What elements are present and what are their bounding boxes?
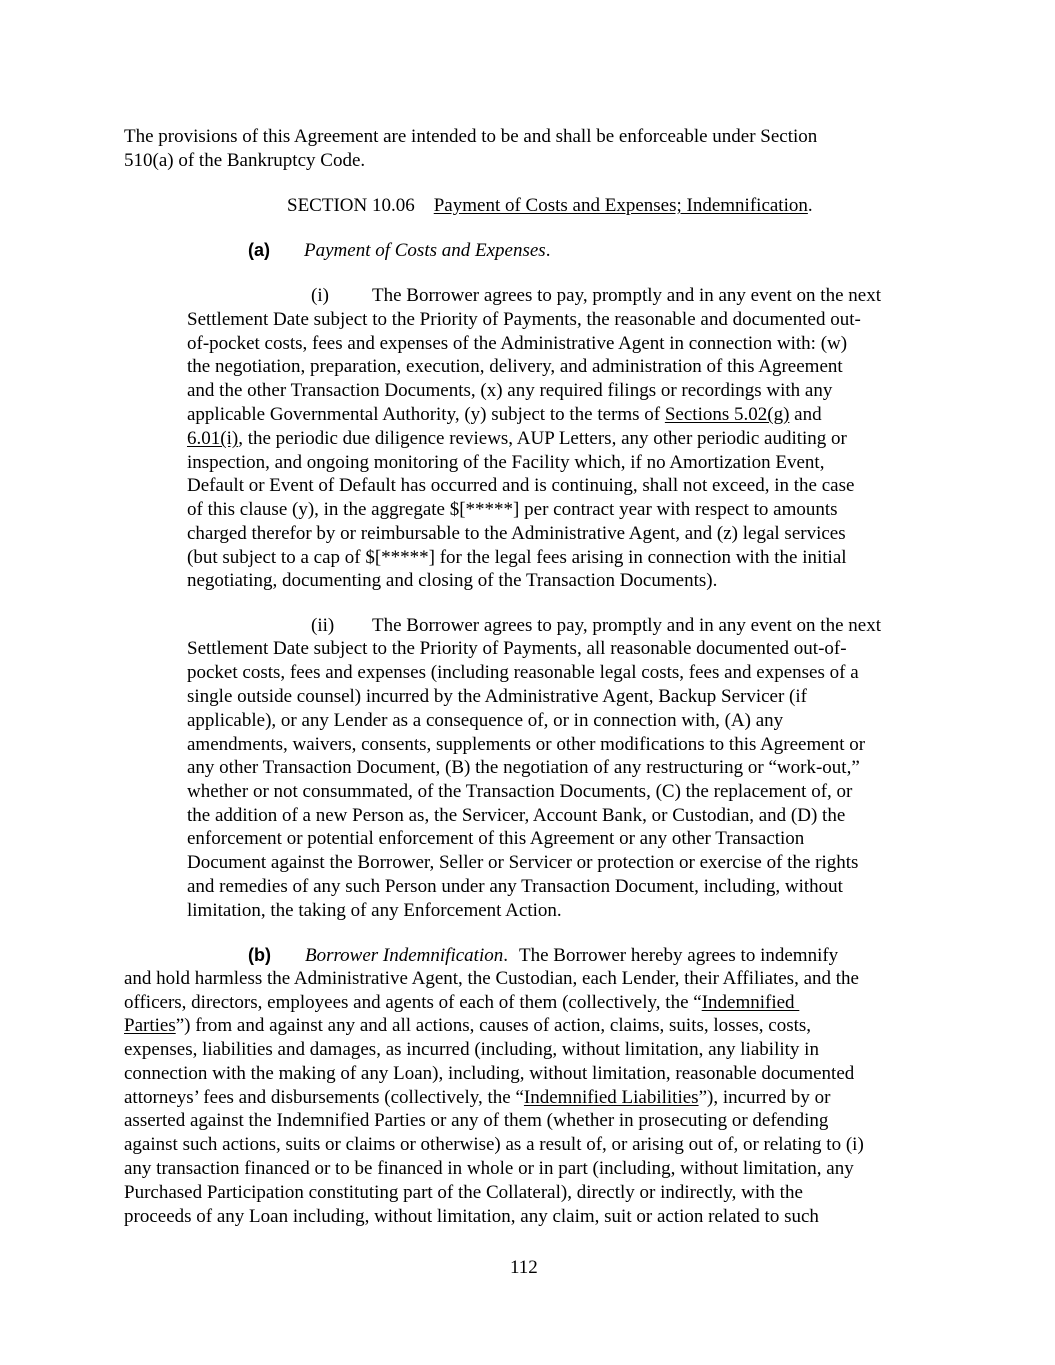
clause-ii-line: The Borrower agrees to pay, promptly and in any event on the next — [372, 615, 881, 636]
clause-i-line: The Borrower agrees to pay, promptly and in any event on the next — [372, 285, 881, 306]
clause-i-line: (but subject to a cap of $[*****] for the legal fees arising in connection with the initial — [187, 547, 847, 568]
defined-term: Indemnified — [701, 992, 800, 1013]
section-title-period: . — [807, 195, 813, 216]
subsection-b-line — [124, 1014, 811, 1038]
clause-i-text: , the periodic due diligence reviews, AUP Letters, any other periodic auditing or — [238, 428, 847, 449]
clause-i-marker: (i) — [311, 285, 329, 306]
clause-ii-line: pocket costs, fees and expenses (including reasonable legal costs, fees and expenses of a — [187, 662, 859, 683]
subsection-b-heading — [248, 943, 838, 968]
subsection-b-period: . — [503, 945, 508, 966]
section-heading — [287, 194, 813, 218]
clause-i-text: applicable Governmental Authority, (y) subject to the terms of — [187, 404, 665, 425]
subsection-b-line — [124, 991, 799, 1015]
subsection-b-text: officers, directors, employees and agents of each of them (collectively, the “ — [124, 992, 702, 1013]
defined-term: Parties — [124, 1015, 176, 1036]
clause-ii-line: whether or not consummated, of the Transaction Documents, (C) the replacement of, or — [187, 781, 853, 802]
clause-i-line: charged therefor by or reimbursable to the Administrative Agent, and (z) legal services — [187, 523, 846, 544]
subsection-b-text: attorneys’ fees and disbursements (collectively, the “ — [124, 1087, 524, 1108]
subsection-b-text: The Borrower hereby agrees to indemnify — [518, 945, 839, 966]
page-number: 112 — [510, 1257, 538, 1278]
clause-i-line — [187, 403, 822, 427]
section-number: SECTION 10.06 — [287, 195, 415, 216]
clause-ii-line: limitation, the taking of any Enforcement Action. — [187, 900, 562, 921]
clause-ii-line: enforcement or potential enforcement of this Agreement or any other Transaction — [187, 828, 805, 849]
clause-i-line — [187, 427, 847, 451]
subsection-b-text: ”) from and against any and all actions, causes of action, claims, suits, losses, costs, — [175, 1015, 812, 1036]
subsection-b-line: Purchased Participation constituting part of the Collateral), directly or indirectly, with the — [124, 1182, 803, 1203]
clause-ii-line: the addition of a new Person as, the Servicer, Account Bank, or Custodian, and (D) the — [187, 805, 846, 826]
defined-term: Indemnified Liabilities — [523, 1087, 699, 1108]
clause-ii-line: amendments, waivers, consents, supplements or other modifications to this Agreement or — [187, 734, 866, 755]
subsection-b-line: connection with the making of any Loan), including, without limitation, reasonable documented — [124, 1063, 855, 1084]
clause-ii-marker: (ii) — [311, 615, 335, 636]
intro-line: The provisions of this Agreement are intended to be and shall be enforceable under Section — [124, 126, 818, 147]
clause-ii-line: any other Transaction Document, (B) the negotiation of any restructuring or “work-out,” — [187, 757, 860, 778]
intro-line: 510(a) of the Bankruptcy Code. — [124, 150, 366, 171]
subsection-a-heading — [248, 238, 550, 263]
subsection-b-line: proceeds of any Loan including, without limitation, any claim, suit or action related to such — [124, 1206, 819, 1227]
cross-reference-link[interactable]: Sections 5.02(g) — [664, 404, 790, 425]
clause-i-line: of this clause (y), in the aggregate $[*****] per contract year with respect to amounts — [187, 499, 838, 520]
subsection-b-title: Borrower Indemnification — [304, 945, 504, 966]
clause-i-text: and — [789, 404, 822, 425]
subsection-b-text: ”), incurred by or — [698, 1087, 831, 1108]
subsection-b-line: against such actions, suits or claims or otherwise) as a result of, or arising out of, or relating to (i) — [124, 1134, 864, 1155]
subsection-b-line: any transaction financed or to be financed in whole or in part (including, without limitation, any — [124, 1158, 854, 1179]
clause-i-line: and the other Transaction Documents, (x) any required filings or recordings with any — [187, 380, 833, 401]
subsection-b-label: (b) — [248, 945, 271, 965]
clause-ii-line: Document against the Borrower, Seller or Servicer or protection or exercise of the rights — [187, 852, 859, 873]
clause-ii-line: applicable), or any Lender as a consequence of, or in connection with, (A) any — [187, 710, 784, 731]
subsection-b-line: and hold harmless the Administrative Agent, the Custodian, each Lender, their Affiliates, and the — [124, 968, 859, 989]
clause-i-line: of-pocket costs, fees and expenses of the Administrative Agent in connection with: (w) — [187, 333, 848, 354]
subsection-b-line: asserted against the Indemnified Parties or any of them (whether in prosecuting or defending — [124, 1110, 829, 1131]
clause-i-line: negotiating, documenting and closing of the Transaction Documents). — [187, 570, 718, 591]
clause-ii-line: and remedies of any such Person under any Transaction Document, including, without — [187, 876, 843, 897]
clause-i-line: the negotiation, preparation, execution, delivery, and administration of this Agreement — [187, 356, 843, 377]
subsection-a-title: Payment of Costs and Expenses — [304, 240, 546, 261]
subsection-b-line: expenses, liabilities and damages, as incurred (including, without limitation, any liability in — [124, 1039, 819, 1060]
subsection-a-period: . — [545, 240, 551, 261]
clause-ii-line: Settlement Date subject to the Priority of Payments, all reasonable documented out-of- — [187, 638, 847, 659]
clause-i-line: Settlement Date subject to the Priority of Payments, the reasonable and documented out- — [187, 309, 861, 330]
clause-i-line: inspection, and ongoing monitoring of the Facility which, if no Amortization Event, — [187, 452, 825, 473]
subsection-a-label: (a) — [248, 240, 270, 260]
clause-i-line: Default or Event of Default has occurred and is continuing, shall not exceed, in the case — [187, 475, 855, 496]
cross-reference-link[interactable]: 6.01(i) — [187, 428, 239, 449]
section-title: Payment of Costs and Expenses; Indemnification — [433, 195, 808, 216]
clause-ii-line: single outside counsel) incurred by the Administrative Agent, Backup Servicer (if — [187, 686, 807, 707]
subsection-b-line — [124, 1086, 830, 1110]
